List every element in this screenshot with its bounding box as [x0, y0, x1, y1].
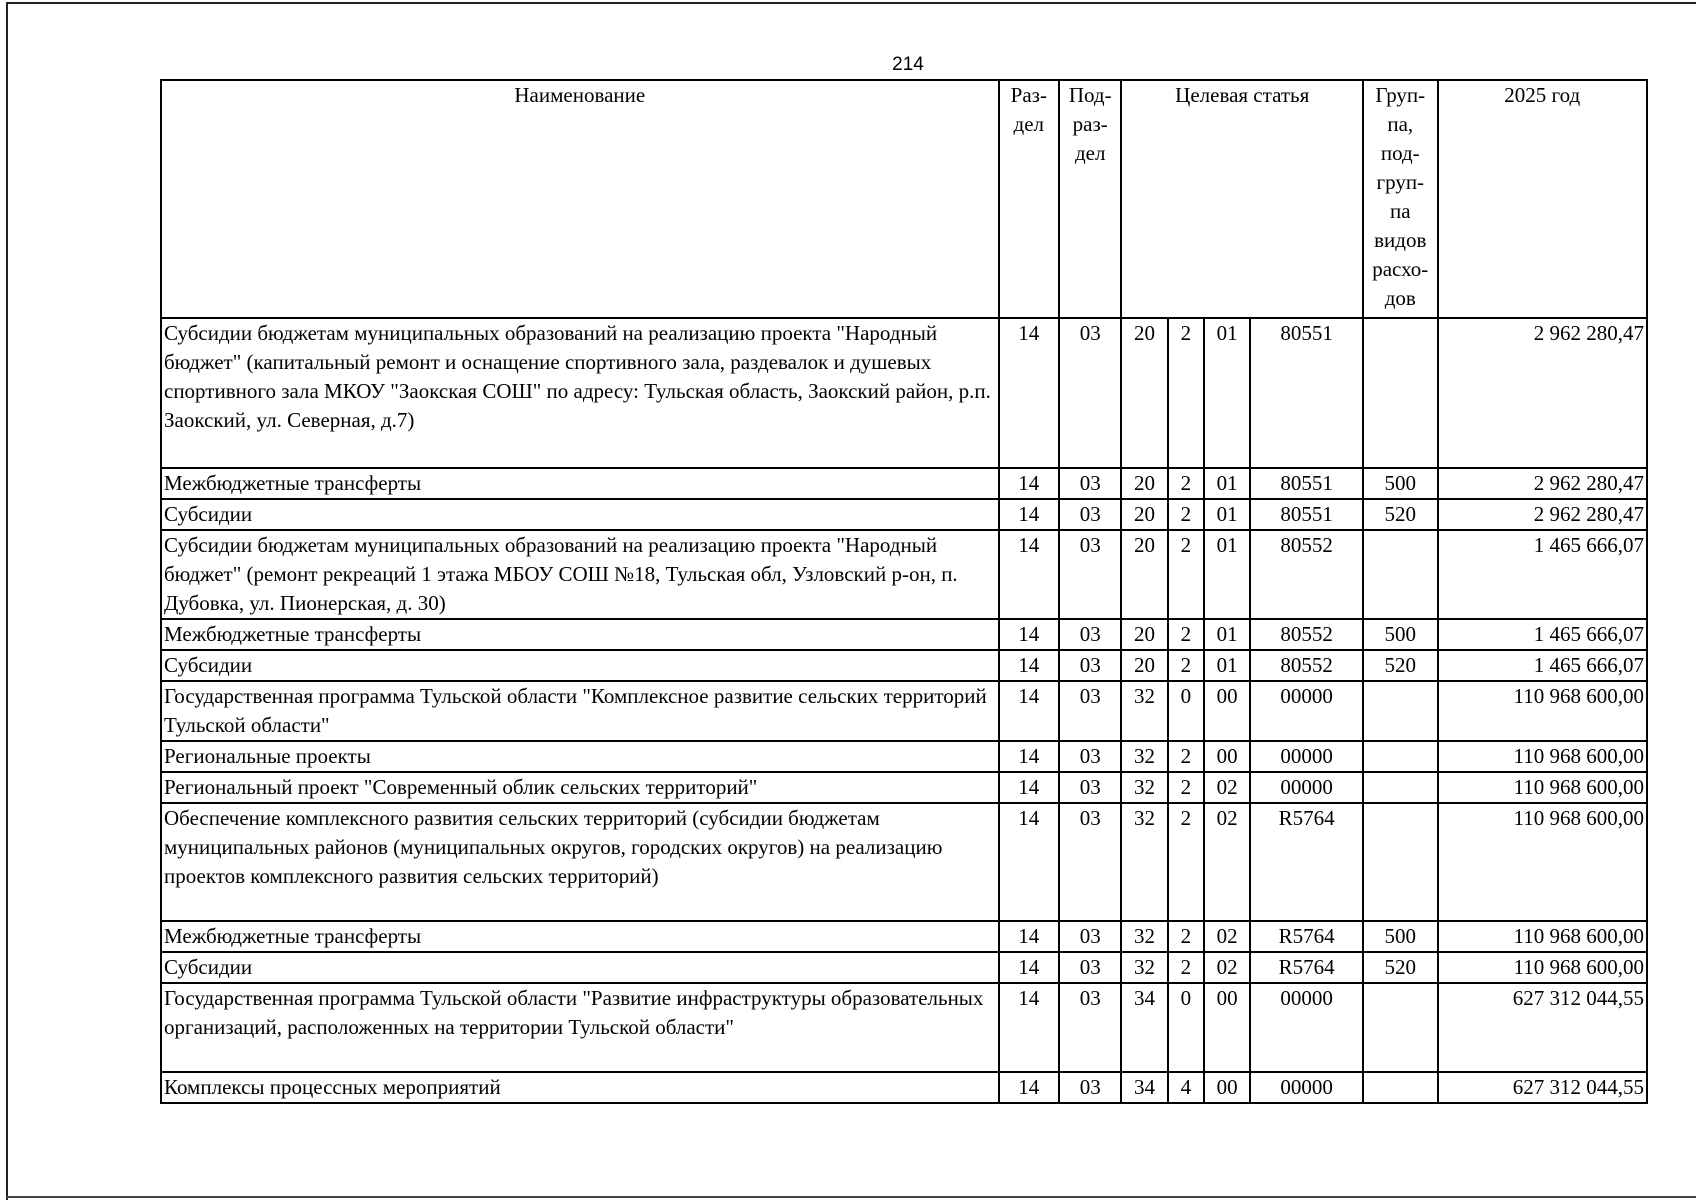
row-target-program-cell: 20 [1121, 530, 1167, 619]
row-target-direction-cell: 00000 [1250, 772, 1363, 803]
row-subsection-cell: 03 [1059, 772, 1121, 803]
row-target-direction-cell: 80551 [1250, 468, 1363, 499]
row-target-program-cell: 34 [1121, 983, 1167, 1072]
row-target-type-cell: 2 [1168, 921, 1204, 952]
row-target-structure-cell: 01 [1204, 619, 1250, 650]
row-target-type-cell: 2 [1168, 468, 1204, 499]
table-row [161, 468, 1647, 499]
page-number: 214 [892, 54, 924, 75]
row-target-type-cell: 0 [1168, 983, 1204, 1072]
row-target-type-cell: 2 [1168, 952, 1204, 983]
row-target-type-cell: 2 [1168, 803, 1204, 921]
row-amount-cell: 110 968 600,00 [1438, 921, 1647, 952]
row-target-program-cell: 20 [1121, 650, 1167, 681]
header-group: Груп- па, под- груп- па видов расхо- дов [1363, 80, 1437, 318]
row-subsection-cell: 03 [1059, 530, 1121, 619]
row-section-cell: 14 [999, 681, 1059, 741]
row-amount-cell: 110 968 600,00 [1438, 681, 1647, 741]
row-target-type-cell: 2 [1168, 530, 1204, 619]
row-group-cell [1363, 983, 1437, 1072]
table-row [161, 921, 1647, 952]
row-name-cell: Субсидии [161, 650, 999, 681]
row-section-cell: 14 [999, 741, 1059, 772]
row-amount-cell: 1 465 666,07 [1438, 530, 1647, 619]
row-group-cell [1363, 530, 1437, 619]
scan-border-left [6, 2, 8, 1200]
row-target-structure-cell: 01 [1204, 468, 1250, 499]
table-row [161, 681, 1647, 741]
row-target-program-cell: 32 [1121, 921, 1167, 952]
row-name-cell: Субсидии бюджетам муниципальных образований на реализацию проекта "Народный бюджет" (ремонт рекреаций 1 этажа МБОУ СОШ №18, Тульская обл, Узловский р-он, п. Дубовка, ул. Пионерская, д. 30) [161, 530, 999, 619]
row-name-cell: Комплексы процессных мероприятий [161, 1072, 999, 1103]
row-target-structure-cell: 01 [1204, 499, 1250, 530]
row-group-cell: 520 [1363, 952, 1437, 983]
row-target-program-cell: 20 [1121, 619, 1167, 650]
row-group-cell: 500 [1363, 468, 1437, 499]
row-name-cell: Субсидии [161, 952, 999, 983]
row-group-cell: 520 [1363, 499, 1437, 530]
table-header-row [161, 80, 1647, 318]
table-row [161, 1072, 1647, 1103]
row-target-direction-cell: 00000 [1250, 741, 1363, 772]
table-row [161, 772, 1647, 803]
row-group-cell: 520 [1363, 650, 1437, 681]
table-row [161, 741, 1647, 772]
row-target-direction-cell: R5764 [1250, 803, 1363, 921]
table-row [161, 983, 1647, 1072]
row-group-cell [1363, 681, 1437, 741]
row-subsection-cell: 03 [1059, 741, 1121, 772]
row-section-cell: 14 [999, 772, 1059, 803]
row-target-program-cell: 34 [1121, 1072, 1167, 1103]
row-subsection-cell: 03 [1059, 1072, 1121, 1103]
row-amount-cell: 627 312 044,55 [1438, 1072, 1647, 1103]
row-subsection-cell: 03 [1059, 468, 1121, 499]
row-name-cell: Межбюджетные трансферты [161, 619, 999, 650]
row-section-cell: 14 [999, 530, 1059, 619]
table-row [161, 952, 1647, 983]
row-amount-cell: 2 962 280,47 [1438, 468, 1647, 499]
table-row [161, 530, 1647, 619]
row-target-type-cell: 2 [1168, 650, 1204, 681]
scan-border-top [6, 2, 1696, 4]
row-target-direction-cell: 80552 [1250, 619, 1363, 650]
row-target-structure-cell: 00 [1204, 681, 1250, 741]
row-section-cell: 14 [999, 619, 1059, 650]
row-group-cell [1363, 318, 1437, 468]
row-target-type-cell: 2 [1168, 741, 1204, 772]
row-group-cell: 500 [1363, 921, 1437, 952]
row-amount-cell: 110 968 600,00 [1438, 803, 1647, 921]
row-target-structure-cell: 00 [1204, 1072, 1250, 1103]
row-name-cell: Государственная программа Тульской области "Развитие инфраструктуры образовательных организаций, расположенных на территории Тульской области" [161, 983, 999, 1072]
row-target-type-cell: 2 [1168, 772, 1204, 803]
row-section-cell: 14 [999, 921, 1059, 952]
row-target-structure-cell: 02 [1204, 952, 1250, 983]
row-target-type-cell: 2 [1168, 318, 1204, 468]
table-row [161, 318, 1647, 468]
row-target-type-cell: 0 [1168, 681, 1204, 741]
row-section-cell: 14 [999, 650, 1059, 681]
row-target-direction-cell: 00000 [1250, 681, 1363, 741]
row-section-cell: 14 [999, 318, 1059, 468]
row-section-cell: 14 [999, 1072, 1059, 1103]
header-subsection: Под- раз- дел [1059, 80, 1121, 318]
row-subsection-cell: 03 [1059, 983, 1121, 1072]
row-amount-cell: 2 962 280,47 [1438, 318, 1647, 468]
row-target-structure-cell: 00 [1204, 983, 1250, 1072]
row-target-program-cell: 20 [1121, 499, 1167, 530]
row-section-cell: 14 [999, 952, 1059, 983]
row-target-direction-cell: R5764 [1250, 921, 1363, 952]
row-target-direction-cell: 00000 [1250, 1072, 1363, 1103]
row-target-type-cell: 2 [1168, 619, 1204, 650]
row-subsection-cell: 03 [1059, 803, 1121, 921]
table-row [161, 650, 1647, 681]
row-target-program-cell: 32 [1121, 772, 1167, 803]
row-target-program-cell: 32 [1121, 681, 1167, 741]
row-target-program-cell: 20 [1121, 318, 1167, 468]
header-amount: 2025 год [1438, 80, 1647, 318]
row-subsection-cell: 03 [1059, 499, 1121, 530]
row-target-program-cell: 32 [1121, 741, 1167, 772]
row-name-cell: Субсидии бюджетам муниципальных образований на реализацию проекта "Народный бюджет" (капитальный ремонт и оснащение спортивного зала, раздевалок и душевых спортивного зала МКОУ "Заокская СОШ" по адресу: Тульская область, Заокский район, р.п. Заокский, ул. Северная, д.7) [161, 318, 999, 468]
row-target-direction-cell: 80551 [1250, 499, 1363, 530]
row-target-direction-cell: 80552 [1250, 650, 1363, 681]
row-amount-cell: 627 312 044,55 [1438, 983, 1647, 1072]
row-target-program-cell: 32 [1121, 952, 1167, 983]
row-target-direction-cell: 80551 [1250, 318, 1363, 468]
row-group-cell [1363, 772, 1437, 803]
row-section-cell: 14 [999, 468, 1059, 499]
header-name: Наименование [161, 80, 999, 318]
row-name-cell: Межбюджетные трансферты [161, 468, 999, 499]
table-row [161, 619, 1647, 650]
header-target: Целевая статья [1121, 80, 1363, 318]
row-target-structure-cell: 02 [1204, 921, 1250, 952]
row-target-structure-cell: 02 [1204, 803, 1250, 921]
row-target-structure-cell: 01 [1204, 650, 1250, 681]
row-name-cell: Обеспечение комплексного развития сельских территорий (субсидии бюджетам муниципальных районов (муниципальных округов, городских округов) на реализацию проектов комплексного развития сельских территорий) [161, 803, 999, 921]
row-target-structure-cell: 02 [1204, 772, 1250, 803]
row-group-cell [1363, 741, 1437, 772]
row-amount-cell: 110 968 600,00 [1438, 772, 1647, 803]
row-name-cell: Межбюджетные трансферты [161, 921, 999, 952]
row-target-program-cell: 32 [1121, 803, 1167, 921]
row-subsection-cell: 03 [1059, 650, 1121, 681]
row-section-cell: 14 [999, 499, 1059, 530]
table-body [161, 318, 1647, 1103]
row-name-cell: Региональный проект "Современный облик сельских территорий" [161, 772, 999, 803]
row-target-direction-cell: R5764 [1250, 952, 1363, 983]
row-subsection-cell: 03 [1059, 619, 1121, 650]
row-target-program-cell: 20 [1121, 468, 1167, 499]
row-section-cell: 14 [999, 803, 1059, 921]
row-amount-cell: 2 962 280,47 [1438, 499, 1647, 530]
scan-border-bottom [6, 1196, 1696, 1198]
row-amount-cell: 110 968 600,00 [1438, 952, 1647, 983]
table-row [161, 499, 1647, 530]
row-target-direction-cell: 00000 [1250, 983, 1363, 1072]
row-subsection-cell: 03 [1059, 681, 1121, 741]
row-amount-cell: 110 968 600,00 [1438, 741, 1647, 772]
row-target-structure-cell: 01 [1204, 318, 1250, 468]
row-target-direction-cell: 80552 [1250, 530, 1363, 619]
row-group-cell [1363, 1072, 1437, 1103]
row-target-structure-cell: 01 [1204, 530, 1250, 619]
row-subsection-cell: 03 [1059, 921, 1121, 952]
row-name-cell: Субсидии [161, 499, 999, 530]
table-row [161, 803, 1647, 921]
row-subsection-cell: 03 [1059, 318, 1121, 468]
row-subsection-cell: 03 [1059, 952, 1121, 983]
row-target-type-cell: 2 [1168, 499, 1204, 530]
row-amount-cell: 1 465 666,07 [1438, 650, 1647, 681]
header-section: Раз- дел [999, 80, 1059, 318]
row-section-cell: 14 [999, 983, 1059, 1072]
row-target-type-cell: 4 [1168, 1072, 1204, 1103]
row-name-cell: Государственная программа Тульской области "Комплексное развитие сельских территорий Тульской области" [161, 681, 999, 741]
budget-table [160, 79, 1648, 1104]
row-target-structure-cell: 00 [1204, 741, 1250, 772]
row-group-cell [1363, 803, 1437, 921]
row-name-cell: Региональные проекты [161, 741, 999, 772]
row-amount-cell: 1 465 666,07 [1438, 619, 1647, 650]
row-group-cell: 500 [1363, 619, 1437, 650]
